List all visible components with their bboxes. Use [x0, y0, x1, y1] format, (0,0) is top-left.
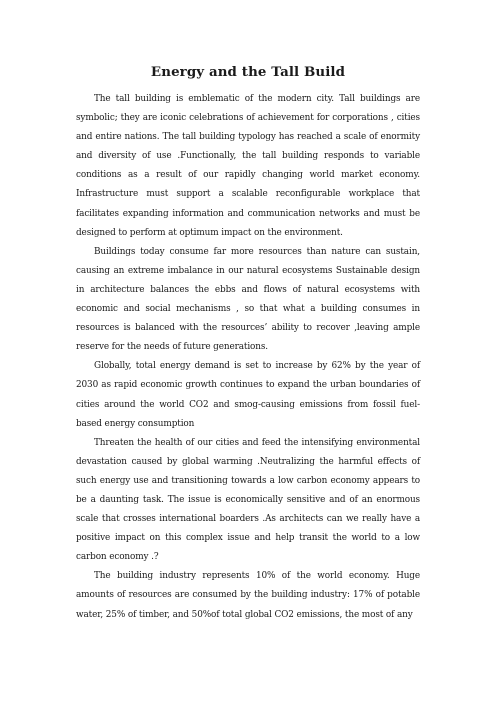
- paragraph-resources: Buildings today consume far more resources than nature can sustain, causing an extreme imbalance in our natural ecosystems Sustainable design in architecture balances the ebbs and flows of natural ecosystems with economic and social mechanisms , so that what a building consumes in resources is balanced with the resources’ ability to recover ,leaving ample reserve for the needs of future generations.: [76, 246, 420, 353]
- paragraph-tall-building: The tall building is emblematic of the modern city. Tall buildings are symbolic; they are iconic celebrations of achievement for corporations , cities and entire nations. The tall building typology has reached a scale of enormity and diversity of use .Functionally, the tall building responds to variable conditions as a result of our rapidly changing world market economy. Infrastructure must support a scalable reconfigurable workplace that facilitates expanding information and communication networks and must be designed to perform at optimum impact on the environment.: [76, 94, 420, 238]
- paragraph-global-warming: Threaten the health of our cities and feed the intensifying environmental devastation caused by global warming .Neutralizing the harmful effects of such energy use and transitioning towards a low carbon economy appears to be a daunting task. The issue is economically sensitive and of an enormous scale that crosses international boarders .As architects can we really have a positive impact on this complex issue and help transit the world to a low carbon economy .?: [76, 437, 420, 563]
- paragraph-energy-demand: Globally, total energy demand is set to increase by 62% by the year of 2030 as rapid economic growth continues to expand the urban boundaries of cities around the world CO2 and smog-causing emissions from fossil fuel-based energy consumption: [76, 361, 420, 429]
- document-body: [76, 90, 420, 625]
- paragraph-building-industry: The building industry represents 10% of the world economy. Huge amounts of resources are consumed by the building industry: 17% of potable water, 25% of timber, and 50%of total global CO2 emissions, the most of any: [76, 571, 420, 620]
- document-title: Energy and the Tall Build: [150, 64, 346, 80]
